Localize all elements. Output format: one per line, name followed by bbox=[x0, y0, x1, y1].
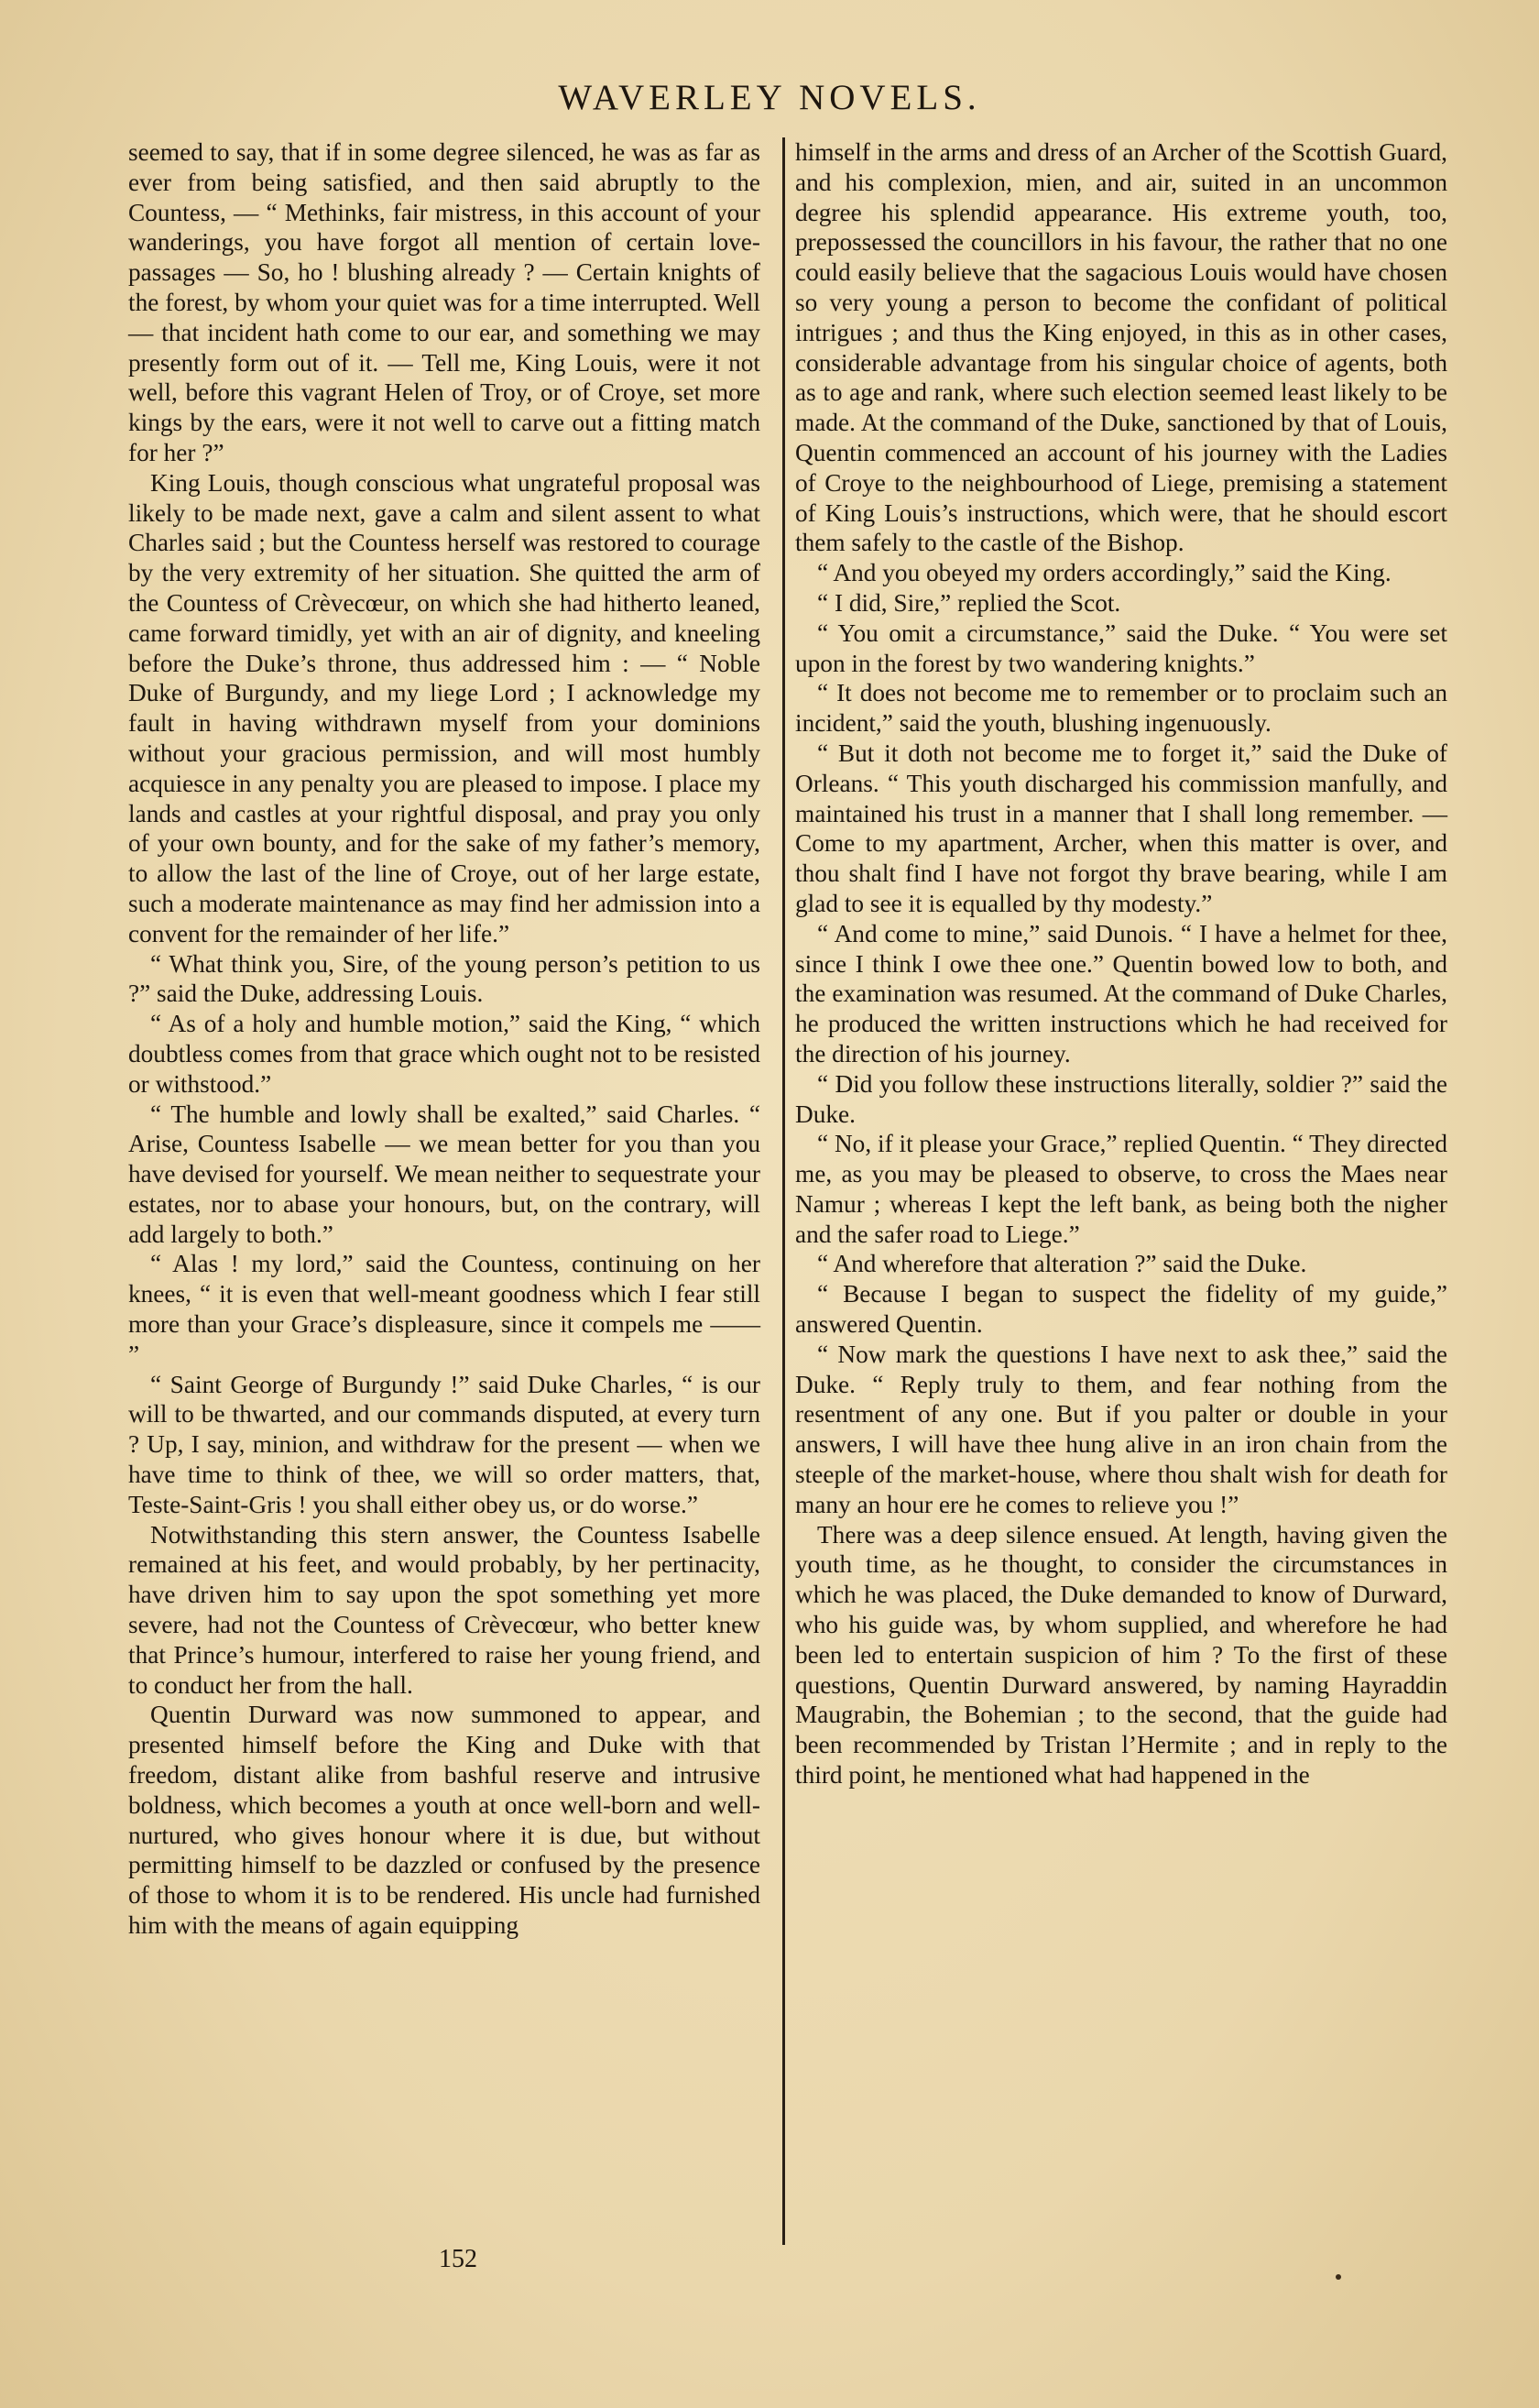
paragraph: Notwithstanding this stern answer, the Countess Isabelle remained at his feet, and would probably, by her pertinacity, have driven him to say upon the spot something yet more severe, had not the Countess of Crèvecœur, who better knew that Prince’s humour, interfered to raise her young friend, and to conduct her from the hall. bbox=[128, 1520, 760, 1699]
paragraph: seemed to say, that if in some degree silenced, he was as far as ever from being satisfied, and then said abruptly to the Countess, — “ Methinks, fair mistress, in this account of your wanderings, you have forgot all mention of certain love-passages — So, ho ! blushing already ? — Certain knights of the forest, by whom your quiet was for a time interrupted. Well — that incident hath come to our ear, and something we may presently form out of it. — Tell me, King Louis, were it not well, before this vagrant Helen of Troy, or of Croye, set more kings by the ears, were it not well to carve out a fitting match for her ?” bbox=[128, 138, 760, 466]
column-divider bbox=[782, 137, 785, 2245]
paragraph: himself in the arms and dress of an Archer of the Scottish Guard, and his complexion, mien, and air, suited in an uncommon degree his splendid appearance. His extreme youth, too, prepossessed the councillors in his favour, the rather that no one could easily believe that the sagacious Louis would have chosen so very young a person to become the confidant of political intrigues ; and thus the King enjoyed, in this as in other cases, considerable advantage from his singular choice of agents, both as to age and rank, where such election seemed least likely to be made. At the command of the Duke, sanctioned by that of Louis, Quentin commenced an account of his journey with the Ladies of Croye to the neighbourhood of Liege, premising a statement of King Louis’s instructions, which were, that he should escort them safely to the castle of the Bishop. bbox=[795, 138, 1447, 557]
paragraph: “ Saint George of Burgundy !” said Duke Charles, “ is our will to be thwarted, and our commands disputed, at every turn ? Up, I say, minion, and withdraw for the present — when we have time to think of thee, we will so order matters, that, Teste-Saint-Gris ! you shall either obey us, or do worse.” bbox=[128, 1370, 760, 1518]
paragraph: “ Now mark the questions I have next to ask thee,” said the Duke. “ Reply truly to them, and fear nothing from the resentment of any one. But if you palter or double in your answers, I will have thee hung alive in an iron chain from the steeple of the market-house, where thou shalt wish for death for many an hour ere he comes to relieve you !” bbox=[795, 1340, 1447, 1518]
paragraph: “ I did, Sire,” replied the Scot. bbox=[817, 588, 1121, 617]
paragraph: “ The humble and lowly shall be exalted,” said Charles. “ Arise, Countess Isabelle — we mean better for you than you have devised for yourself. We mean neither to sequestrate your estates, nor to abase your honours, but, on the contrary, will add largely to both.” bbox=[128, 1100, 760, 1248]
paragraph: There was a deep silence ensued. At length, having given the youth time, as he thought, to consider the circumstances in which he was placed, the Duke demanded to know of Durward, who his guide was, by whom supplied, and wherefore he had been led to entertain suspicion of him ? To the first of these questions, Quentin Durward answered, by naming Hayraddin Maugrabin, the Bohemian ; to the second, that the guide had been recommended by Tristan l’Hermite ; and in reply to the third point, he mentioned what had happened in the bbox=[795, 1520, 1447, 1790]
paragraph: “ Alas ! my lord,” said the Countess, continuing on her knees, “ it is even that well-meant goodness which I fear still more than your Grace’s displeasure, since it compels me —— ” bbox=[128, 1250, 760, 1368]
paragraph: “ It does not become me to remember or to proclaim such an incident,” said the youth, blushing ingenuously. bbox=[795, 679, 1447, 738]
paragraph: “ Did you follow these instructions literally, soldier ?” said the Duke. bbox=[795, 1069, 1447, 1128]
paragraph: “ And you obeyed my orders accordingly,” said the King. bbox=[817, 559, 1392, 587]
page-number: 152 bbox=[439, 2245, 477, 2273]
running-header: WAVERLEY NOVELS. bbox=[558, 78, 981, 117]
paragraph: “ As of a holy and humble motion,” said the King, “ which doubtless comes from that grace which ought not to be resisted or withstood.” bbox=[128, 1010, 760, 1098]
paragraph: “ But it doth not become me to forget it,” said the Duke of Orleans. “ This youth discharged his commission manfully, and maintained his trust in a manner that I shall long remember. — Come to my apartment, Archer, when this matter is over, and thou shalt find I have not forgot thy brave bearing, while I am glad to see it is equalled by thy modesty.” bbox=[795, 739, 1447, 917]
paragraph: King Louis, though conscious what ungrateful proposal was likely to be made next, gave a calm and silent assent to what Charles said ; but the Countess herself was restored to courage by the very extremity of her situation. She quitted the arm of the Countess of Crèvecœur, on which she had hitherto leaned, came forward timidly, yet with an air of dignity, and kneeling before the Duke’s throne, thus addressed him : — “ Noble Duke of Burgundy, and my liege Lord ; I acknowledge my fault in having withdrawn myself from your dominions without your gracious permission, and will most humbly acquiesce in any penalty you are pleased to impose. I place my lands and castles at your rightful disposal, and pray you only of your own bounty, and for the sake of my father’s memory, to allow the last of the line of Croye, out of her large estate, such a moderate maintenance as may find her admission into a convent for the remainder of her life.” bbox=[128, 468, 760, 947]
paragraph: “ And wherefore that alteration ?” said the Duke. bbox=[817, 1250, 1307, 1278]
paragraph: “ And come to mine,” said Dunois. “ I have a helmet for thee, since I think I owe thee one.” Quentin bowed low to both, and the examination was resumed. At the command of Duke Charles, he produced the written instructions which he had received for the direction of his journey. bbox=[795, 919, 1447, 1067]
paragraph: “ You omit a circumstance,” said the Duke. “ You were set upon in the forest by two wandering knights.” bbox=[795, 618, 1447, 677]
ink-speck bbox=[1336, 2274, 1341, 2280]
right-column bbox=[795, 137, 1447, 1790]
paragraph: “ What think you, Sire, of the young person’s petition to us ?” said the Duke, addressing Louis. bbox=[128, 949, 760, 1008]
paragraph: Quentin Durward was now summoned to appear, and presented himself before the King and Duke with that freedom, distant alike from bashful reserve and intrusive boldness, which becomes a youth at once well-born and well-nurtured, who gives honour where it is due, but without permitting himself to be dazzled or confused by the presence of those to whom it is to be rendered. His uncle had furnished him with the means of again equipping bbox=[128, 1701, 760, 1940]
paragraph: “ No, if it please your Grace,” replied Quentin. “ They directed me, as you may be pleased to observe, to cross the Maes near Namur ; whereas I kept the left bank, as being both the nigher and the safer road to Liege.” bbox=[795, 1130, 1447, 1248]
left-column bbox=[128, 137, 760, 1941]
paragraph: “ Because I began to suspect the fidelity of my guide,” answered Quentin. bbox=[795, 1280, 1447, 1339]
